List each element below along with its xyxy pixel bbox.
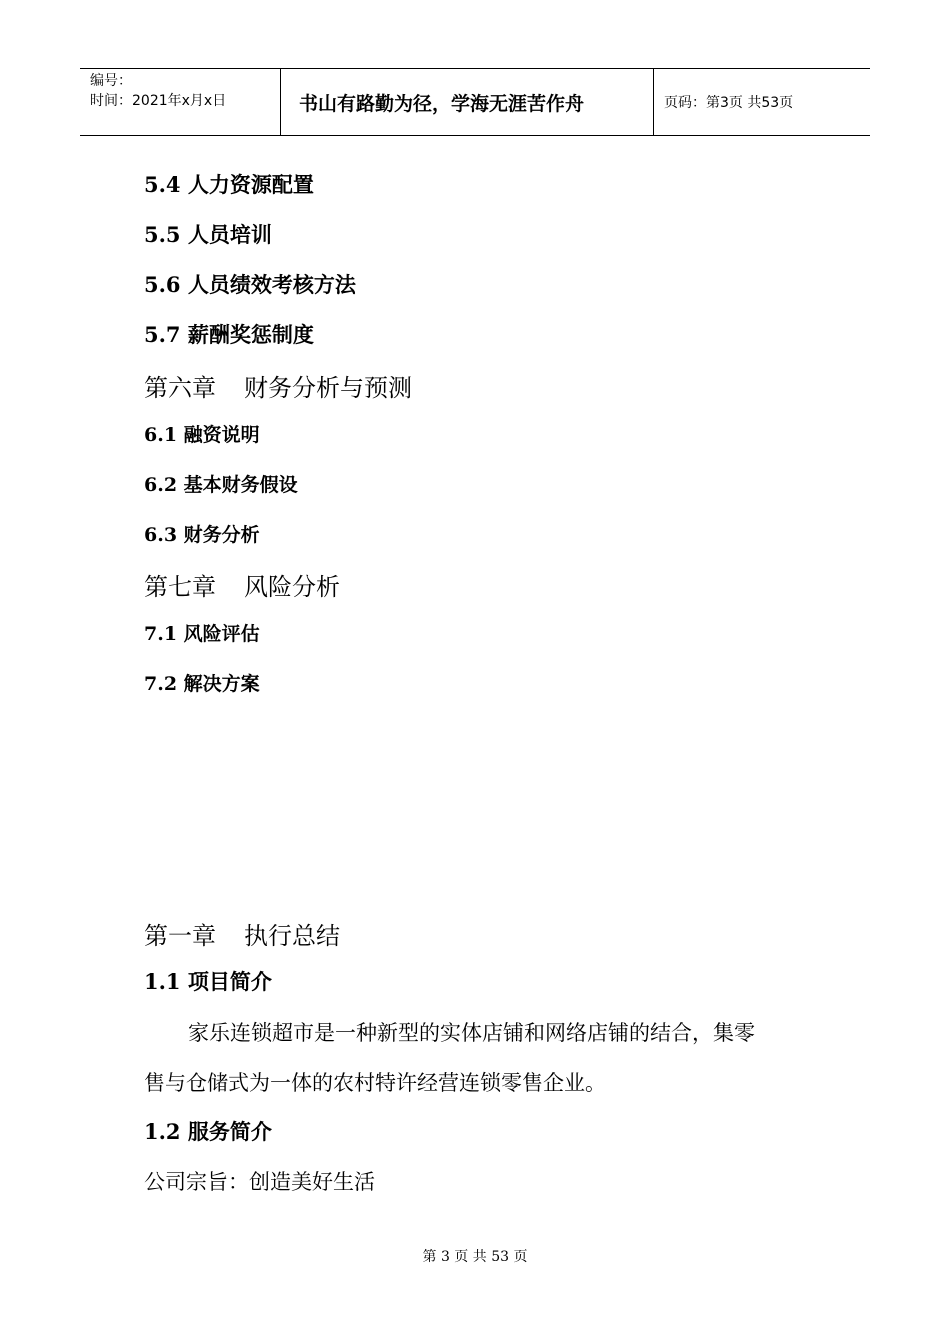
project-intro-line-2: 售与仓储式为一体的农村特许经营连锁零售企业。 — [144, 1071, 606, 1095]
section-1-1-heading: 1.1 项目简介 — [144, 969, 272, 994]
chapter-1-number: 第一章 — [144, 922, 216, 950]
toc-section-5-7: 5.7 薪酬奖惩制度 — [144, 322, 314, 347]
chapter-1-title: 执行总结 — [244, 922, 340, 950]
chapter-1-heading — [144, 916, 340, 951]
header-page-info: 页码：第3页 共53页 — [664, 95, 794, 111]
page-header — [80, 68, 870, 136]
toc-chapter-7-number: 第七章 — [144, 573, 216, 601]
header-meta — [80, 69, 281, 135]
header-motto-cell — [281, 69, 654, 135]
document-date-label: 时间：2021年x月x日 — [90, 93, 227, 109]
toc-chapter-7 — [144, 567, 340, 602]
toc-chapter-6 — [144, 368, 412, 403]
document-number-label: 编号： — [90, 73, 132, 89]
header-page-cell — [654, 69, 870, 135]
header-motto: 书山有路勤为径，学海无涯苦作舟 — [299, 92, 585, 115]
toc-chapter-6-number: 第六章 — [144, 374, 216, 402]
toc-chapter-6-title: 财务分析与预测 — [244, 374, 412, 402]
section-1-2-heading: 1.2 服务简介 — [144, 1119, 272, 1144]
toc-section-7-1: 7.1 风险评估 — [144, 623, 260, 645]
toc-section-5-6: 5.6 人员绩效考核方法 — [144, 272, 356, 297]
toc-section-7-2: 7.2 解决方案 — [144, 673, 260, 695]
project-intro-line-1: 家乐连锁超市是一种新型的实体店铺和网络店铺的结合，集零 — [188, 1021, 755, 1045]
page-footer: 第 3 页 共 53 页 — [422, 1249, 528, 1265]
toc-section-5-5: 5.5 人员培训 — [144, 222, 272, 247]
toc-section-6-2: 6.2 基本财务假设 — [144, 474, 298, 496]
company-mission: 公司宗旨：创造美好生活 — [144, 1170, 375, 1194]
toc-chapter-7-title: 风险分析 — [244, 573, 340, 601]
toc-section-6-1: 6.1 融资说明 — [144, 424, 260, 446]
toc-section-5-4: 5.4 人力资源配置 — [144, 172, 314, 197]
toc-section-6-3: 6.3 财务分析 — [144, 524, 260, 546]
